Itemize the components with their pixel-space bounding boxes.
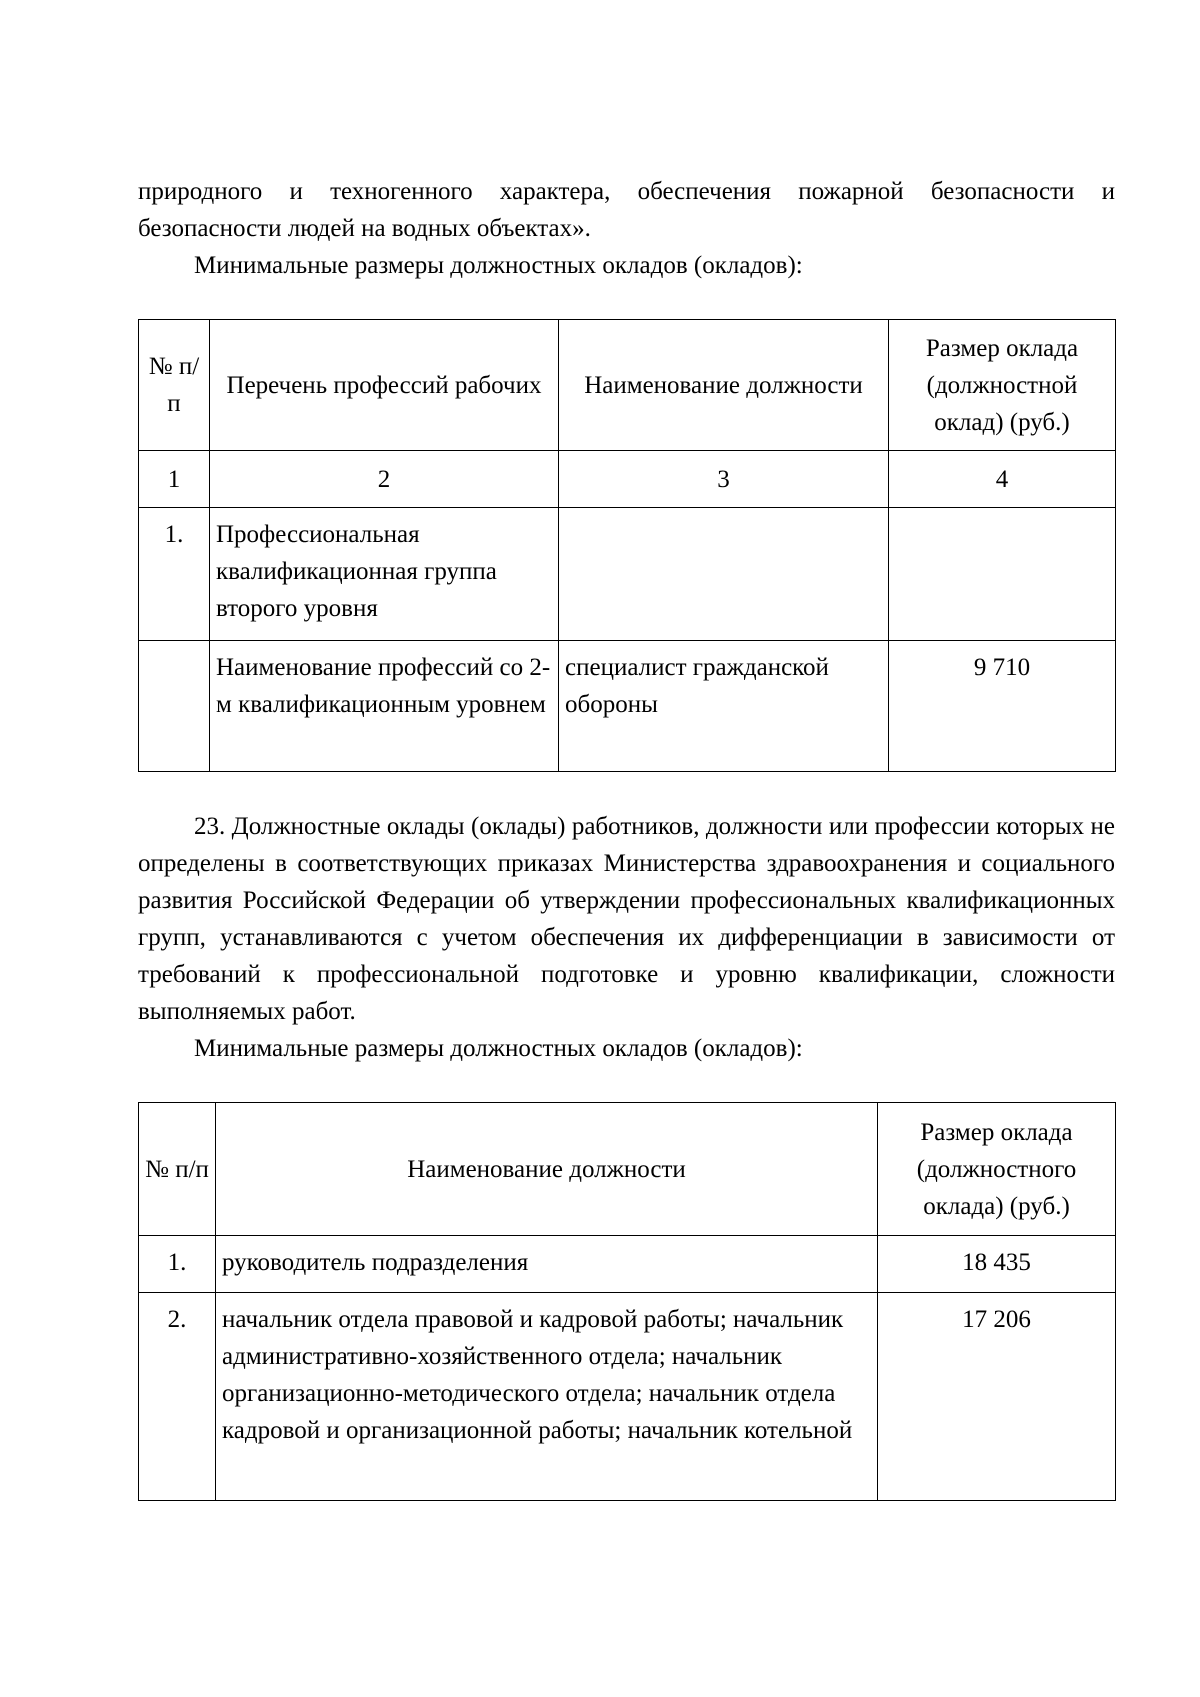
table1-header-professions: Перечень профессий рабочих [210,320,559,451]
table1-profession-name: Наименование профессий со 2-м квалификационным уровнем [210,641,559,772]
table1-row-num: 1. [139,508,210,641]
salary-table-positions [138,1102,1116,1501]
table1-empty-cell [139,641,210,772]
table1-header-num: № п/п [139,320,210,451]
table2-position-name: руководитель подразделения [216,1236,878,1293]
table2-row-num: 2. [139,1293,216,1501]
table1-profession-row [139,641,1116,772]
table1-col-number: 4 [889,451,1116,508]
table1-col-number: 1 [139,451,210,508]
table-row [139,1293,1116,1501]
table1-numbering-row [139,451,1116,508]
table1-heading: Минимальные размеры должностных окладов (окладов): [194,252,803,279]
section-23-text: 23. Должностные оклады (оклады) работников, должности или профессии которых не определены в соответствующих приказах Министерства здравоохранения и социального развития Российской Федерации об утверждении профессиональных квалификационных групп, устанавливаются с учетом обеспечения их дифференциации в зависимости от требований к профессиональной подготовке и уровню квалификации, сложности выполняемых работ. [138,813,1115,1025]
table1-group-name: Профессиональная квалификационная группа второго уровня [210,508,559,641]
table2-header-salary: Размер оклада (должностного оклада) (руб.) [878,1103,1116,1236]
table1-empty-cell [559,508,889,641]
table-row [139,1236,1116,1293]
table1-position-name: специалист гражданской обороны [559,641,889,772]
table2-position-name: начальник отдела правовой и кадровой работы; начальник административно-хозяйственного отдела; начальник организационно-методического отдела; начальник отдела кадровой и организационной работы; начальник котельной [216,1293,878,1501]
salary-table-workers [138,319,1116,772]
table1-header-row [139,320,1116,451]
table2-heading: Минимальные размеры должностных окладов (окладов): [194,1035,803,1062]
table1-salary-value: 9 710 [889,641,1116,772]
table1-group-row [139,508,1116,641]
table1-header-salary: Размер оклада (должностной оклад) (руб.) [889,320,1116,451]
table2-salary-value: 18 435 [878,1236,1116,1293]
intro-continuation: природного и техногенного характера, обеспечения пожарной безопасности и безопасности людей на водных объектах». [138,178,1115,242]
table1-col-number: 3 [559,451,889,508]
table2-header-num: № п/п [139,1103,216,1236]
document-page [138,173,1115,1501]
table1-header-position: Наименование должности [559,320,889,451]
table2-header-row [139,1103,1116,1236]
table1-empty-cell [889,508,1116,641]
table1-col-number: 2 [210,451,559,508]
table2-header-position: Наименование должности [216,1103,878,1236]
table2-salary-value: 17 206 [878,1293,1116,1501]
table2-row-num: 1. [139,1236,216,1293]
